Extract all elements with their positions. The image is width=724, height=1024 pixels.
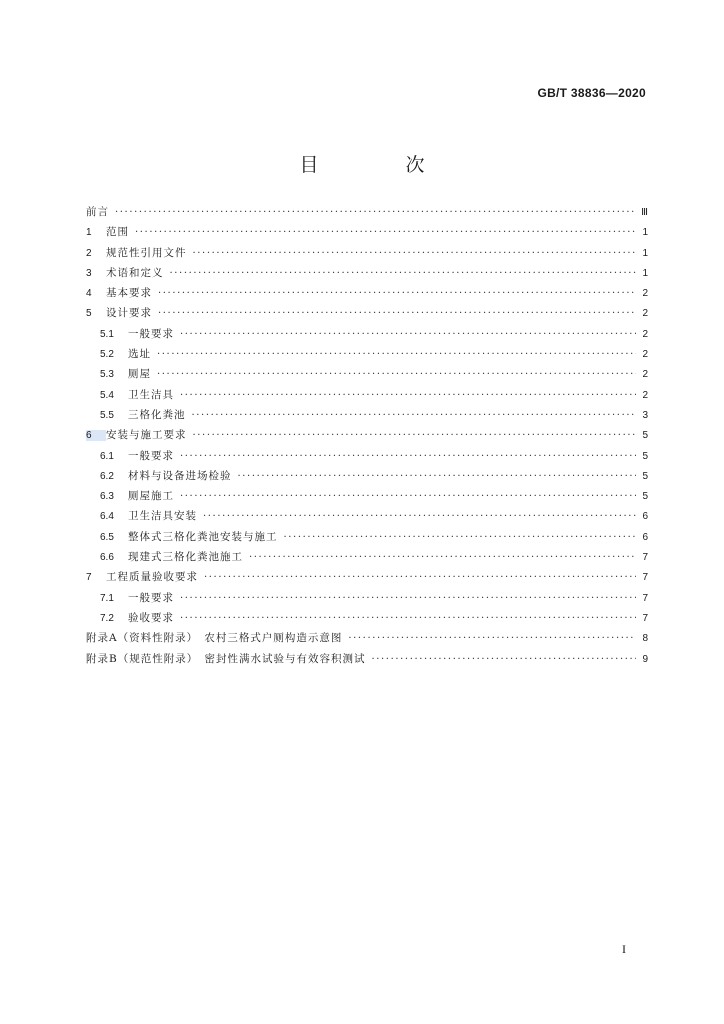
toc-entry[interactable] (86, 326, 648, 346)
dot-leader (203, 511, 636, 522)
toc-entry-label: 范围 (106, 226, 129, 239)
toc-entry-page: 5 (642, 491, 648, 503)
dot-leader (371, 654, 636, 665)
dot-leader (158, 288, 636, 299)
toc-entry-label: 设计要求 (106, 307, 152, 320)
toc-entry-number: 5.3 (100, 369, 114, 381)
toc-entry-page: 7 (642, 612, 648, 624)
toc-entry-number: 1 (86, 227, 92, 239)
toc-entry-page: 2 (642, 308, 648, 320)
dot-leader (180, 491, 636, 502)
dot-leader (204, 572, 636, 583)
toc-entry[interactable] (86, 651, 648, 671)
toc-entry[interactable] (86, 204, 648, 224)
toc-entry-page: 8 (642, 633, 648, 645)
toc-entry[interactable] (86, 488, 648, 508)
toc-entry-page: 6 (642, 531, 648, 543)
dot-leader (180, 329, 636, 340)
toc-entry[interactable] (86, 569, 648, 589)
toc-entry-page: 2 (642, 328, 648, 340)
toc-entry-page: 6 (642, 511, 648, 523)
toc-entry-number: 6 (86, 430, 106, 441)
toc-entry-page: 1 (642, 227, 648, 239)
dot-leader (157, 349, 636, 360)
toc-entry-label: 一般要求 (128, 327, 174, 340)
toc-entry-label: 选址 (128, 348, 151, 361)
toc-entry-number: 6.2 (100, 470, 114, 482)
toc-entry-label: 工程质量验收要求 (106, 571, 198, 584)
toc-entry-label: 材料与设备进场检验 (128, 469, 232, 482)
toc-entry-number: 6.1 (100, 450, 114, 462)
toc-entry[interactable] (86, 549, 648, 569)
toc-entry-number: 6.6 (100, 552, 114, 564)
toc-entry-page: 7 (642, 592, 648, 604)
toc-entry-number: 6.5 (100, 531, 114, 543)
toc-entry-number: 7.2 (100, 612, 114, 624)
toc-entry-page: Ⅲ (641, 207, 648, 218)
toc-entry-page: 2 (642, 369, 648, 381)
dot-leader (180, 613, 636, 624)
dot-leader (193, 430, 637, 441)
toc-entry-number: 6.3 (100, 491, 114, 503)
toc-entry-page: 1 (642, 247, 648, 259)
toc-entry-page: 2 (642, 389, 648, 401)
toc-entry-number: 7 (86, 572, 92, 584)
table-of-contents (86, 204, 648, 671)
dot-leader (284, 532, 637, 543)
toc-entry-number: 5.4 (100, 389, 114, 401)
toc-entry[interactable] (86, 346, 648, 366)
toc-entry[interactable] (86, 529, 648, 549)
toc-entry-label: 一般要求 (128, 591, 174, 604)
toc-entry[interactable] (86, 285, 648, 305)
toc-entry[interactable] (86, 610, 648, 630)
dot-leader (249, 552, 636, 563)
toc-entry[interactable] (86, 630, 648, 650)
toc-entry-label: 整体式三格化粪池安装与施工 (128, 530, 278, 543)
toc-entry-number: 5.1 (100, 328, 114, 340)
dot-leader (192, 410, 637, 421)
toc-entry[interactable] (86, 508, 648, 528)
dot-leader (158, 308, 636, 319)
dot-leader (193, 248, 637, 259)
toc-entry[interactable] (86, 427, 648, 447)
toc-entry-page: 2 (642, 288, 648, 300)
toc-entry[interactable] (86, 224, 648, 244)
toc-entry-page: 2 (642, 349, 648, 361)
toc-entry-page: 5 (642, 430, 648, 442)
toc-entry-label: 基本要求 (106, 287, 152, 300)
toc-entry-number: 7.1 (100, 592, 114, 604)
toc-entry-page: 7 (642, 572, 648, 584)
toc-entry-number: 5.2 (100, 349, 114, 361)
toc-entry[interactable] (86, 468, 648, 488)
dot-leader (180, 451, 636, 462)
toc-entry-label: 卫生洁具 (128, 388, 174, 401)
dot-leader (135, 227, 636, 238)
toc-entry-label: 前言 (86, 206, 109, 218)
toc-entry-label: 一般要求 (128, 449, 174, 462)
toc-entry-number: 3 (86, 267, 92, 279)
toc-entry-label: 厕屋 (128, 368, 151, 381)
toc-entry-number: 5 (86, 308, 92, 320)
dot-leader (170, 268, 637, 279)
toc-entry-page: 1 (642, 267, 648, 279)
page-number: I (622, 942, 626, 956)
toc-entry[interactable] (86, 245, 648, 265)
toc-entry-label: 三格化粪池 (128, 408, 186, 421)
toc-entry[interactable] (86, 265, 648, 285)
toc-entry-label: 附录B（规范性附录） 密封性满水试验与有效容积测试 (86, 652, 366, 665)
toc-entry-label: 规范性引用文件 (106, 246, 187, 259)
toc-entry-number: 2 (86, 247, 92, 259)
dot-leader (180, 390, 636, 401)
toc-entry-label: 安装与施工要求 (106, 429, 187, 442)
dot-leader (348, 633, 636, 644)
toc-entry[interactable] (86, 305, 648, 325)
toc-entry[interactable] (86, 387, 648, 407)
dot-leader (180, 593, 636, 604)
toc-entry[interactable] (86, 407, 648, 427)
toc-entry[interactable] (86, 366, 648, 386)
toc-entry-page: 5 (642, 470, 648, 482)
toc-entry-page: 3 (642, 409, 648, 421)
toc-entry-number: 4 (86, 288, 92, 300)
toc-entry[interactable] (86, 448, 648, 468)
toc-entry-label: 术语和定义 (106, 266, 164, 279)
toc-entry-number: 5.5 (100, 409, 114, 421)
dot-leader (115, 207, 636, 218)
toc-entry-label: 验收要求 (128, 611, 174, 624)
toc-entry-label: 现建式三格化粪池施工 (128, 551, 243, 564)
toc-entry-label: 卫生洁具安装 (128, 510, 197, 523)
toc-entry-page: 9 (642, 653, 648, 665)
toc-title: 目 次 (299, 154, 459, 176)
dot-leader (238, 471, 637, 482)
standard-code: GB/T 38836—2020 (537, 86, 646, 100)
toc-entry[interactable] (86, 590, 648, 610)
toc-entry-label: 厕屋施工 (128, 490, 174, 503)
toc-entry-page: 7 (642, 552, 648, 564)
toc-entry-number: 6.4 (100, 511, 114, 523)
toc-entry-page: 5 (642, 450, 648, 462)
dot-leader (157, 369, 636, 380)
toc-entry-label: 附录A（资料性附录） 农村三格式户厕构造示意图 (86, 632, 343, 645)
